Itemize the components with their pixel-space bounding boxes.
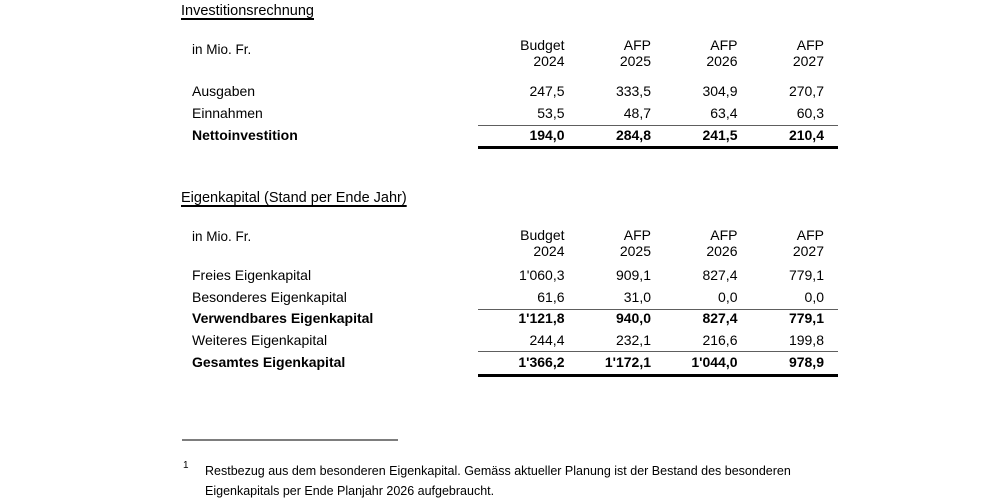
table-row-verwendbares-eigenkapital [0,311,1000,326]
cell-value: 270,7 [788,83,824,99]
column-header-afp-2026 [651,37,738,69]
table-row-nettoinvestition [0,128,1000,143]
cell-value: 1'172,1 [604,354,651,370]
total-rule [478,146,838,149]
cell-value: 1'366,2 [518,354,565,370]
cell-value: 333,5 [615,83,651,99]
unit-label: in Mio. Fr. [192,42,252,57]
cell-value: 61,6 [537,289,565,305]
footnote-rule [182,439,398,441]
cell-value: 241,5 [702,127,738,143]
column-header-afp-2026 [651,227,738,259]
column-header-afp-2025 [565,37,652,69]
column-header-line1: AFP [623,37,651,53]
row-label: Freies Eigenkapital [192,267,312,283]
column-headers [478,227,824,259]
cell-value: 284,8 [615,127,651,143]
cell-value: 0,0 [804,289,824,305]
column-header-line1: AFP [710,37,738,53]
cell-value: 210,4 [788,127,824,143]
cell-value: 60,3 [796,105,824,121]
column-header-line2: 2025 [619,243,651,259]
cell-value: 1'044,0 [691,354,738,370]
column-header-line2: 2026 [706,243,738,259]
cell-value: 940,0 [615,310,651,326]
footnote-marker: 1 [183,460,189,471]
cell-value: 304,9 [702,83,738,99]
cell-value: 1'060,3 [519,267,565,283]
row-values [478,355,824,370]
column-header-line2: 2026 [706,53,738,69]
column-header-afp-2025 [565,227,652,259]
row-label: Verwendbares Eigenkapital [192,310,374,326]
cell-value: 247,5 [529,83,565,99]
cell-value: 244,4 [529,332,565,348]
cell-value: 779,1 [788,267,824,283]
column-header-line1: AFP [623,227,651,243]
footnote-text: Restbezug aus dem besonderen Eigenkapital. Gemäss aktueller Planung ist der Bestand des besonderen Eigenkapitals per Ende Planjahr 2026 aufgebraucht. [205,464,791,498]
column-header-line1: Budget [520,37,565,53]
column-header-line1: AFP [796,227,824,243]
section-title-eigenkapital: Eigenkapital (Stand per Ende Jahr) [181,190,407,206]
row-values [478,106,824,121]
cell-value: 194,0 [529,127,565,143]
cell-value: 978,9 [788,354,824,370]
cell-value: 232,1 [615,332,651,348]
table-row-ausgaben [0,84,1000,99]
column-header-line2: 2027 [792,243,824,259]
column-header-line2: 2024 [533,243,565,259]
column-header-line2: 2027 [792,53,824,69]
cell-value: 909,1 [615,267,651,283]
cell-value: 827,4 [702,310,738,326]
row-values [478,311,824,326]
column-header-afp-2027 [738,37,825,69]
cell-value: 53,5 [537,105,565,121]
row-label: Gesamtes Eigenkapital [192,354,346,370]
subtotal-rule [478,351,838,352]
column-headers [478,37,824,69]
table-row-weiteres-eigenkapital [0,333,1000,348]
cell-value: 216,6 [702,332,738,348]
cell-value: 0,0 [718,289,738,305]
row-values [478,333,824,348]
cell-value: 779,1 [788,310,824,326]
cell-value: 1'121,8 [518,310,565,326]
row-label: Einnahmen [192,105,263,121]
unit-label: in Mio. Fr. [192,229,252,244]
column-header-afp-2027 [738,227,825,259]
column-header-budget-2024 [478,227,565,259]
table-row-gesamtes-eigenkapital [0,355,1000,370]
cell-value: 199,8 [788,332,824,348]
cell-value: 827,4 [702,267,738,283]
column-header-budget-2024 [478,37,565,69]
column-header-line1: AFP [710,227,738,243]
row-values [478,268,824,283]
column-header-line2: 2024 [533,53,565,69]
row-label: Nettoinvestition [192,127,298,143]
cell-value: 63,4 [710,105,738,121]
table-row-einnahmen [0,106,1000,121]
row-values [478,128,824,143]
row-label: Besonderes Eigenkapital [192,289,347,305]
cell-value: 31,0 [623,289,651,305]
column-header-line2: 2025 [619,53,651,69]
column-header-line1: AFP [796,37,824,53]
table-row-freies-eigenkapital [0,268,1000,283]
row-label: Ausgaben [192,83,256,99]
subtotal-rule [478,125,838,126]
column-header-line1: Budget [520,227,565,243]
table-row-besonderes-eigenkapital [0,290,1000,305]
cell-value: 48,7 [623,105,651,121]
row-values [478,290,824,305]
row-label: Weiteres Eigenkapital [192,332,328,348]
total-rule [478,374,838,377]
section-title-investitionsrechnung: Investitionsrechnung [181,3,314,19]
row-values [478,84,824,99]
